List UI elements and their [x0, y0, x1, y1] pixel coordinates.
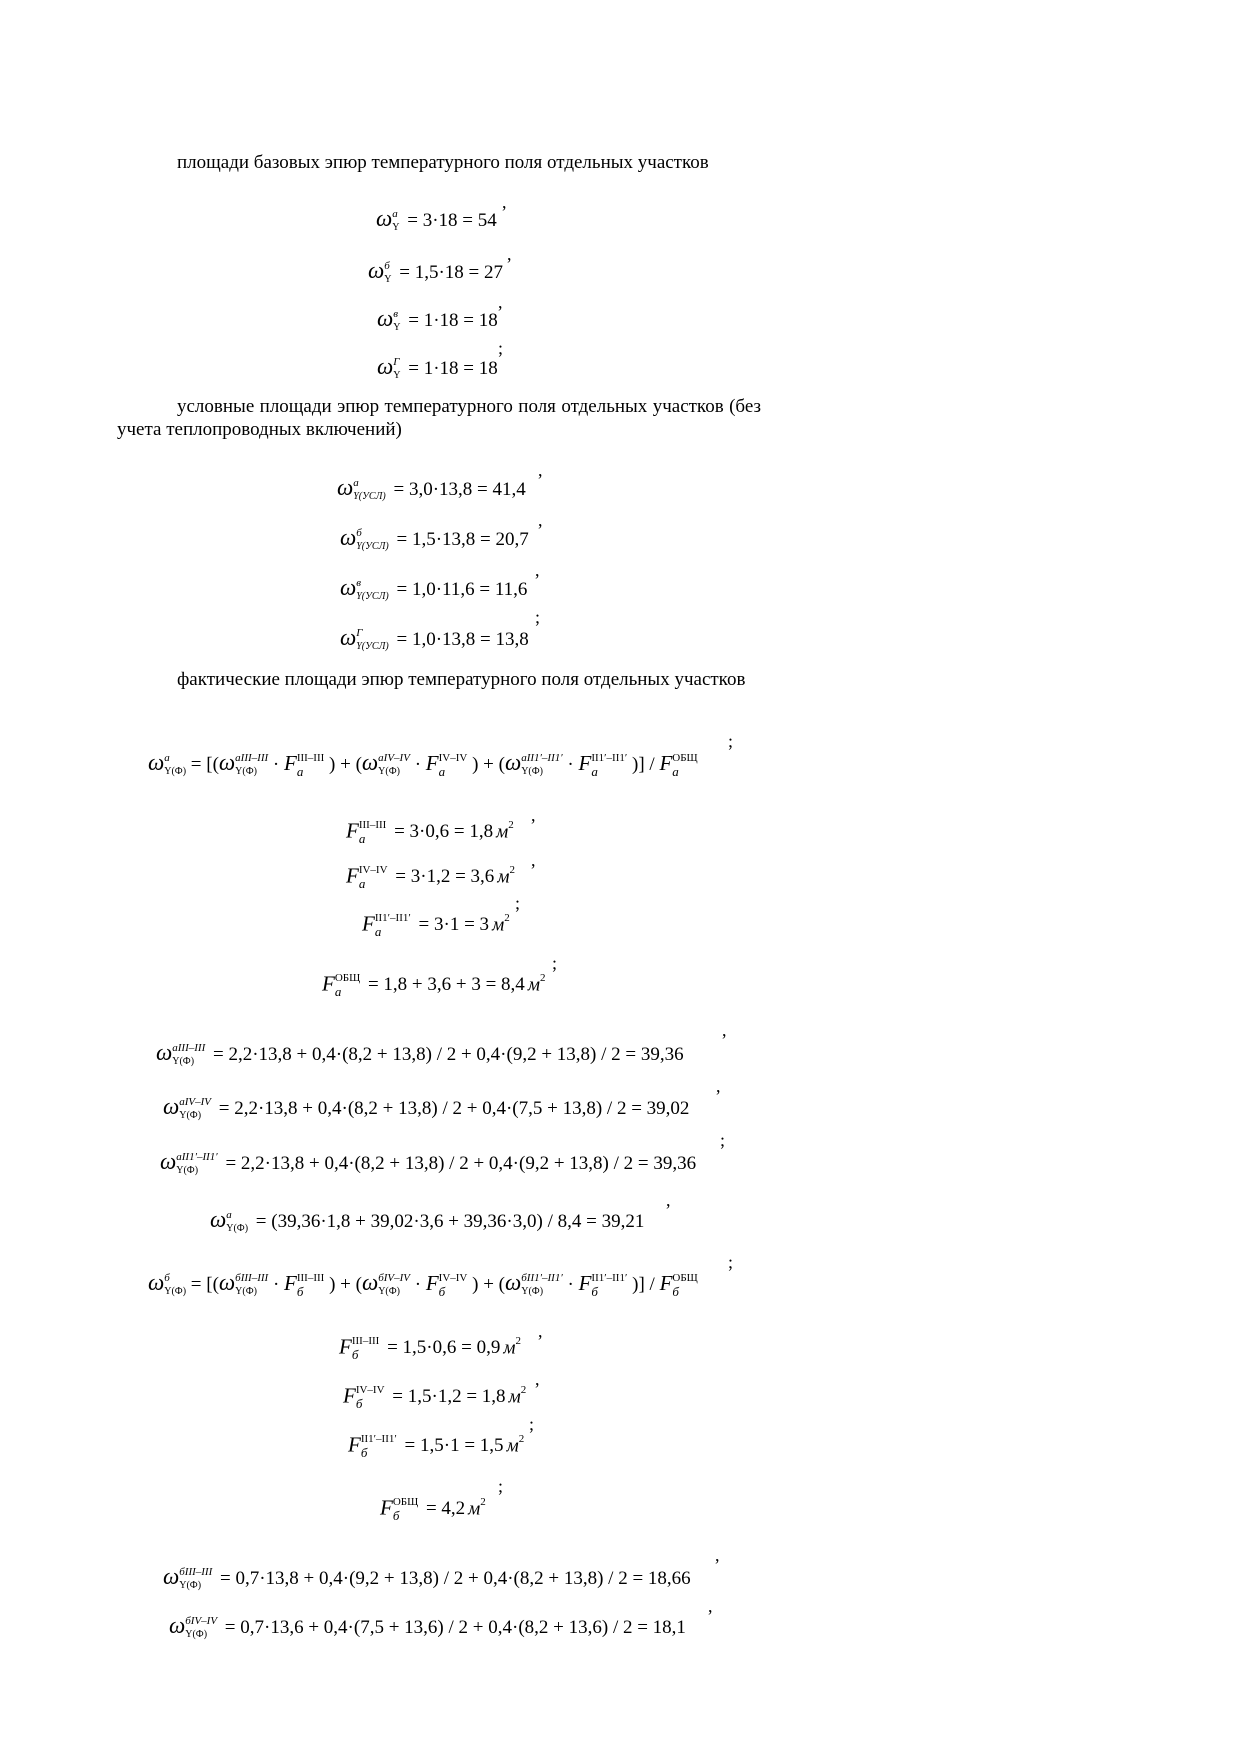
formula-Fb-3: F II1′–II1′ б = 1,5·1 = 1,5 м2 [348, 1432, 525, 1460]
formula-fact-a: ω a Y(Ф) = [(ω aIII–III Y(Ф) · F III–III a ) + (ω aIV–IV Y(Ф) · F IV–IV a ) + (ω aII1′–II1′ Y(Ф) · F II1′–II1′ a )] / F ОБЩ a [148, 750, 698, 779]
formula-base-a: ω а Y = 3·18 = 54 [376, 206, 497, 233]
formula-cond-v-end: , [535, 560, 540, 580]
formula-omega-a-3: ω aII1′–II1′ Y(Ф) = 2,2·13,8 + 0,4·(8,2 + 13,8) / 2 + 0,4·(9,2 + 13,8) / 2 = 39,36 [160, 1149, 697, 1176]
formula-base-v: ω в Y = 1·18 = 18 [377, 306, 498, 333]
formula-base-b: ω б Y = 1,5·18 = 27 [368, 258, 503, 285]
paragraph-base-areas: площади базовых эпюр температурного поля отдельных участков [177, 152, 709, 173]
formula-omega-a-2: ω aIV–IV Y(Ф) = 2,2·13,8 + 0,4·(8,2 + 13,8) / 2 + 0,4·(7,5 + 13,8) / 2 = 39,02 [163, 1094, 690, 1121]
formula-Fa-total-end: ; [552, 953, 558, 973]
formula-omega-b-2-end: , [708, 1596, 713, 1616]
formula-omega-a-2-end: , [716, 1076, 721, 1096]
formula-Fa-1: F III–III a = 3·0,6 = 1,8 м2 [346, 818, 514, 846]
formula-base-b-end: , [507, 244, 512, 264]
formula-omega-a-total-end: , [666, 1190, 671, 1210]
formula-cond-a: ω а Y(УСЛ) = 3,0·13,8 = 41,4 [337, 475, 526, 502]
formula-base-g: ω Г Y = 1·18 = 18 [377, 354, 498, 381]
formula-omega-a-1-end: , [722, 1020, 727, 1040]
formula-Fa-2-end: , [531, 850, 536, 870]
formula-Fa-total: F ОБЩ a = 1,8 + 3,6 + 3 = 8,4 м2 [322, 971, 546, 999]
formula-cond-g-end: ; [535, 607, 541, 627]
formula-Fb-1-end: , [538, 1321, 543, 1341]
formula-cond-b-end: , [538, 510, 543, 530]
formula-omega-a-1: ω aIII–III Y(Ф) = 2,2·13,8 + 0,4·(8,2 + 13,8) / 2 + 0,4·(9,2 + 13,8) / 2 = 39,36 [156, 1040, 684, 1067]
paragraph-actual-areas: фактические площади эпюр температурного поля отдельных участков [177, 669, 746, 690]
formula-Fb-3-end: ; [529, 1414, 535, 1434]
formula-Fb-total: F ОБЩ б = 4,2 м2 [380, 1495, 486, 1523]
formula-fact-b: ω б Y(Ф) = [(ω бIII–III Y(Ф) · F III–III б ) + (ω бIV–IV Y(Ф) · F IV–IV б ) + (ω бII1′–II1′ Y(Ф) · F II1′–II1′ б )] / F ОБЩ б [148, 1270, 698, 1299]
formula-Fb-1: F III–III б = 1,5·0,6 = 0,9 м2 [339, 1334, 521, 1362]
formula-fact-a-end: ; [728, 731, 734, 751]
formula-Fb-2-end: , [535, 1369, 540, 1389]
formula-fact-b-end: ; [728, 1252, 734, 1272]
formula-cond-v: ω в Y(УСЛ) = 1,0·11,6 = 11,6 [340, 575, 528, 602]
formula-Fb-2: F IV–IV б = 1,5·1,2 = 1,8 м2 [343, 1383, 527, 1411]
formula-Fa-3: F II1′–II1′ a = 3·1 = 3 м2 [362, 911, 510, 939]
formula-cond-g: ω Г Y(УСЛ) = 1,0·13,8 = 13,8 [340, 625, 529, 652]
paragraph-conditional-areas: условные площади эпюр температурного поля отдельных участков (без учета теплопроводных включений) [117, 396, 761, 440]
formula-omega-a-3-end: ; [720, 1130, 726, 1150]
formula-omega-b-1-end: , [715, 1545, 720, 1565]
formula-Fa-3-end: ; [515, 893, 521, 913]
formula-Fb-total-end: ; [498, 1476, 504, 1496]
formula-omega-b-1: ω бIII–III Y(Ф) = 0,7·13,8 + 0,4·(9,2 + 13,8) / 2 + 0,4·(8,2 + 13,8) / 2 = 18,66 [163, 1564, 691, 1591]
formula-cond-b: ω б Y(УСЛ) = 1,5·13,8 = 20,7 [340, 525, 529, 552]
formula-cond-a-end: , [538, 460, 543, 480]
formula-omega-b-2: ω бIV–IV Y(Ф) = 0,7·13,6 + 0,4·(7,5 + 13,6) / 2 + 0,4·(8,2 + 13,6) / 2 = 18,1 [169, 1613, 686, 1640]
formula-Fa-1-end: , [531, 805, 536, 825]
formula-Fa-2: F IV–IV a = 3·1,2 = 3,6 м2 [346, 863, 515, 891]
formula-base-g-end: ; [498, 338, 504, 358]
formula-base-v-end: , [498, 292, 503, 312]
formula-omega-a-total: ω a Y(Ф) = (39,36·1,8 + 39,02·3,6 + 39,36·3,0) / 8,4 = 39,21 [210, 1207, 645, 1234]
formula-base-a-end: , [502, 192, 507, 212]
